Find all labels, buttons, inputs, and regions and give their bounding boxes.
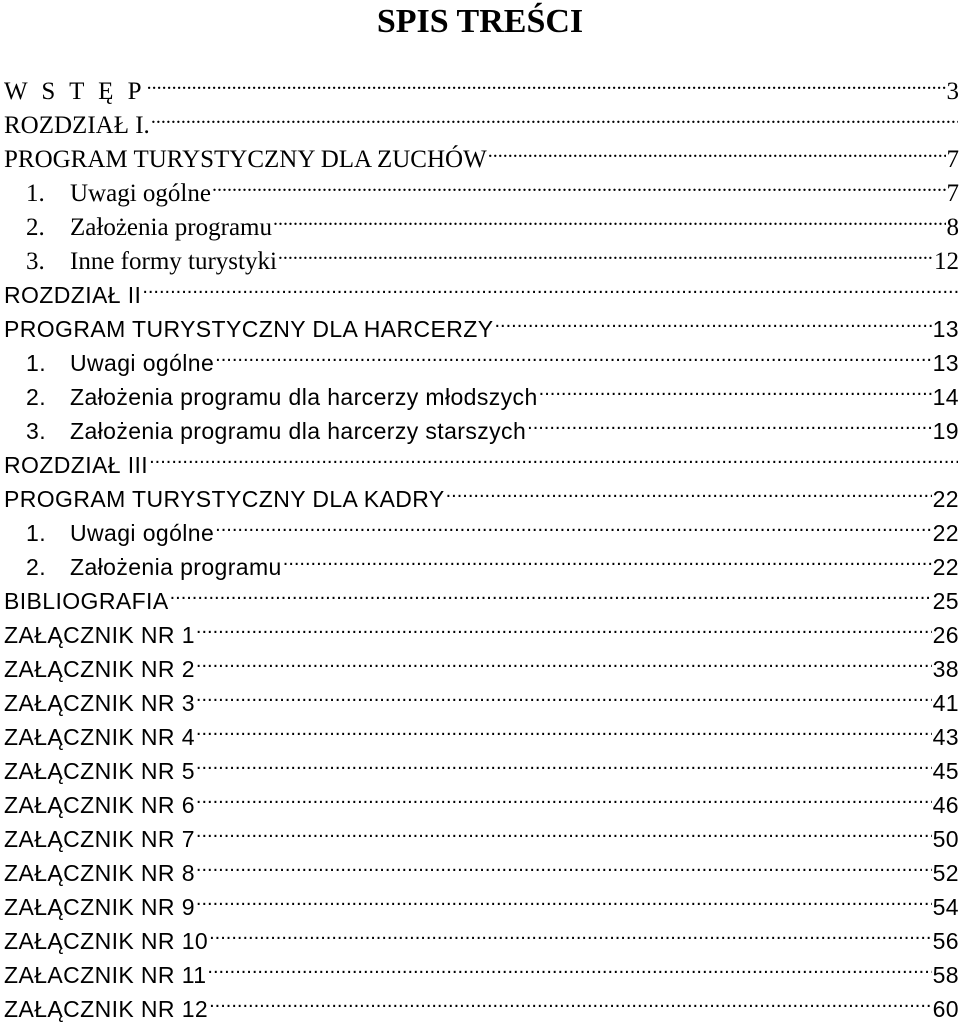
- toc-entry-page-number: 43: [932, 724, 959, 750]
- toc-entry-page-number: 60: [932, 996, 959, 1022]
- toc-entry-page-number: 45: [932, 758, 959, 784]
- toc-dot-leader: [196, 609, 932, 643]
- toc-entry-page-number: 22: [932, 486, 959, 512]
- toc-entry-page-number: 22: [932, 554, 959, 580]
- toc-entry-label: ZAŁĄCZNIK NR 5: [4, 758, 195, 784]
- toc-entry-page-number: 7: [946, 146, 959, 173]
- toc-entry-label: ZAŁACZNIK NR 11: [4, 962, 207, 988]
- toc-dot-leader: [278, 235, 933, 269]
- toc-entry-label: PROGRAM TURYSTYCZNY DLA KADRY: [4, 486, 445, 512]
- toc-dot-leader: [196, 677, 932, 711]
- toc-entry-label: ZAŁĄCZNIK NR 2: [4, 656, 195, 682]
- toc-entry[interactable]: [4, 99, 959, 139]
- toc-entry-page-number: 7: [946, 180, 959, 207]
- toc-dot-leader: [283, 541, 932, 575]
- toc-entry-page-number: 41: [932, 690, 959, 716]
- toc-dot-leader: [149, 439, 958, 473]
- toc-entry-label: Założenia programu dla harcerzy młodszych: [70, 384, 538, 410]
- toc-entry-label: W S T Ę P: [4, 78, 146, 105]
- toc-entry-label: ZAŁĄCZNIK NR 9: [4, 894, 195, 920]
- toc-entry-label: ROZDZIAŁ I.: [4, 112, 150, 139]
- toc-entry-page-number: 54: [932, 894, 959, 920]
- toc-entry-label: ZAŁĄCZNIK NR 8: [4, 860, 195, 886]
- toc-entry-page-number: 3: [946, 78, 959, 105]
- toc-entry-label: ZAŁĄCZNIK NR 12: [4, 996, 209, 1022]
- toc-entry-label: Uwagi ogólne: [70, 180, 211, 207]
- toc-entry-label: ZAŁĄCZNIK NR 10: [4, 928, 209, 954]
- toc-entry-page-number: 13: [932, 350, 959, 376]
- toc-entry-number: 1.: [26, 520, 46, 546]
- toc-entry-page-number: 13: [932, 316, 959, 342]
- toc-entry-number: 1.: [26, 180, 45, 207]
- toc-dot-leader: [196, 881, 932, 915]
- toc-entry-number: 3.: [26, 248, 45, 275]
- toc-entry-label: ZAŁĄCZNIK NR 1: [4, 622, 195, 648]
- toc-entry-label: Założenia programu dla harcerzy starszych: [70, 418, 527, 444]
- toc-entry-label: Uwagi ogólne: [70, 520, 215, 546]
- toc-entry-label: ROZDZIAŁ III: [4, 452, 149, 478]
- toc-dot-leader: [196, 711, 932, 745]
- toc-dot-leader: [196, 813, 932, 847]
- toc-entry-page-number: 12: [934, 248, 959, 275]
- toc-entry-page-number: 56: [932, 928, 959, 954]
- toc-entry-number: 2.: [26, 554, 46, 580]
- toc-entry-number: 3.: [26, 418, 46, 444]
- toc-entry-label: Założenia programu: [70, 554, 282, 580]
- toc-entry-page-number: 50: [932, 826, 959, 852]
- toc-entry[interactable]: [4, 65, 959, 105]
- toc-entry-number: 1.: [26, 350, 46, 376]
- toc-entry[interactable]: [4, 303, 959, 342]
- toc-dot-leader: [215, 507, 931, 541]
- toc-entry-label: PROGRAM TURYSTYCZNY DLA HARCERZY: [4, 316, 494, 342]
- toc-entry-label: ZAŁĄCZNIK NR 6: [4, 792, 195, 818]
- toc-dot-leader: [273, 201, 946, 235]
- toc-entry-page-number: 46: [932, 792, 959, 818]
- toc-dot-leader: [196, 745, 932, 779]
- toc-entry-label: Inne formy turystyki: [70, 248, 277, 275]
- toc-entry-label: ZAŁĄCZNIK NR 7: [4, 826, 195, 852]
- toc-entry-label: PROGRAM TURYSTYCZNY DLA ZUCHÓW: [4, 146, 487, 173]
- toc-dot-leader: [209, 983, 932, 1017]
- toc-dot-leader: [196, 847, 932, 881]
- toc-dot-leader: [142, 269, 958, 303]
- toc-dot-leader: [196, 643, 932, 677]
- toc-entry-label: ROZDZIAŁ II: [4, 282, 142, 308]
- toc-entry-page-number: 25: [932, 588, 959, 614]
- toc-entry-label: ZAŁĄCZNIK NR 3: [4, 690, 195, 716]
- table-of-contents: [4, 65, 959, 1022]
- toc-entry-page-number: 52: [932, 860, 959, 886]
- toc-entry[interactable]: [4, 269, 959, 308]
- toc-entry-page-number: 19: [932, 418, 959, 444]
- toc-entry-label: ZAŁĄCZNIK NR 4: [4, 724, 195, 750]
- toc-entry-number: 2.: [26, 384, 46, 410]
- toc-entry-number: 2.: [26, 214, 45, 241]
- toc-dot-leader: [488, 133, 946, 167]
- toc-dot-leader: [196, 779, 932, 813]
- toc-dot-leader: [446, 473, 932, 507]
- toc-dot-leader: [215, 337, 931, 371]
- toc-entry-label: Założenia programu: [70, 214, 272, 241]
- toc-entry-page-number: 58: [932, 962, 959, 988]
- toc-entry-label: Uwagi ogólne: [70, 350, 215, 376]
- toc-entry-page-number: 14: [932, 384, 959, 410]
- toc-dot-leader: [495, 303, 932, 337]
- toc-dot-leader: [147, 65, 946, 99]
- toc-dot-leader: [207, 949, 931, 983]
- toc-entry-page-number: 26: [932, 622, 959, 648]
- toc-dot-leader: [209, 915, 932, 949]
- toc-dot-leader: [170, 575, 932, 609]
- toc-dot-leader: [527, 405, 931, 439]
- toc-dot-leader: [151, 99, 958, 133]
- toc-dot-leader: [539, 371, 932, 405]
- toc-entry-page-number: 22: [932, 520, 959, 546]
- toc-dot-leader: [212, 167, 946, 201]
- toc-entry-page-number: 38: [932, 656, 959, 682]
- toc-entry-label: BIBLIOGRAFIA: [4, 588, 169, 614]
- toc-entry-page-number: 8: [946, 214, 959, 241]
- page-title: SPIS TREŚCI: [376, 3, 584, 40]
